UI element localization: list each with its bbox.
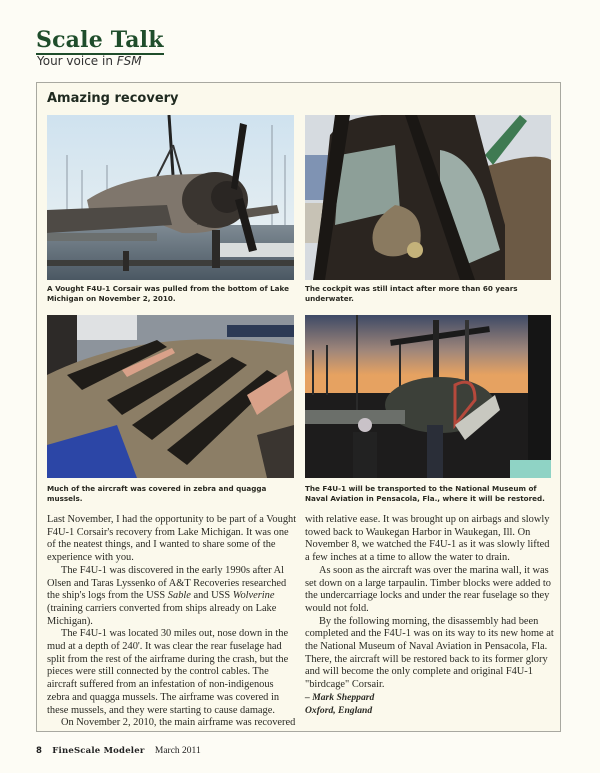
issue-date: March 2011 <box>154 746 201 756</box>
subtitle-prefix: Your voice in <box>37 54 117 68</box>
corsair-lift-image <box>47 115 294 280</box>
page-footer <box>36 746 201 756</box>
photo-dusk-crew <box>305 315 551 478</box>
body-paragraph: As soon as the aircraft was over the marina wall, it was set down on a large tarpaulin. Timber blocks were added to the undercarriage locks and under the rear fuselage so they would not fold. <box>305 564 551 614</box>
magazine-name: FineScale Modeler <box>52 746 145 756</box>
photo-caption: The F4U-1 will be transported to the National Museum of Naval Aviation in Pensacola, Fla., where it will be restored. <box>305 484 545 503</box>
body-paragraph-continued: with relative ease. It was brought up on airbags and slowly towed back to Waukegan Harbor in Waukegan, Ill. On November 8, we watched the F4U-1 as it was slowly lifted a few inches at a time to allow the water to drain. <box>305 514 550 564</box>
cockpit-image <box>305 115 551 280</box>
photo-caption: A Vought F4U-1 Corsair was pulled from the bottom of Lake Michigan on November 2, 2010. <box>47 284 289 303</box>
body-text: and USS <box>190 590 233 602</box>
photo-cockpit <box>305 115 551 280</box>
body-paragraph: By the following morning, the disassembly had been completed and the F4U-1 was on its way to its new home at the National Museum of Naval Aviation in Pensacola, Fla. There, the aircraft will be restored back to its former glory and will become the only complete and original F4U-1 "birdcage" Corsair. <box>305 615 554 691</box>
dusk-crew-image <box>305 315 551 478</box>
subtitle-emphasis: FSM <box>116 54 142 68</box>
photo-caption: The cockpit was still intact after more than 60 years underwater. <box>305 284 518 303</box>
body-paragraph: Last November, I had the opportunity to be part of a Vought F4U-1 Corsair's recovery from Lake Michigan. It was one of the neatest things, and I wanted to share some of the experience with you. <box>47 514 297 564</box>
ship-name: Wolverine <box>232 590 275 602</box>
article-heading: Amazing recovery <box>47 91 179 106</box>
byline-author: – Mark Sheppard <box>305 691 375 703</box>
ship-name: Sable <box>167 590 191 602</box>
body-column-right <box>305 514 555 717</box>
body-text: The F4U-1 was discovered in the early 1990s after Al Olsen and Taras Lyssenko of A&T Recoveries researched the ship's logs from the USS <box>47 564 287 602</box>
section-subtitle <box>37 54 142 68</box>
photo-caption: Much of the aircraft was covered in zebra and quagga mussels. <box>47 484 267 503</box>
body-column-left <box>47 514 297 730</box>
byline-location: Oxford, England <box>305 704 373 716</box>
body-paragraph: On November 2, 2010, the main airframe was recovered <box>61 717 296 729</box>
photo-wing-mussels <box>47 315 294 478</box>
section-title: Scale Talk <box>36 27 164 53</box>
body-paragraph: The F4U-1 was located 30 miles out, nose down in the mud at a depth of 240'. It was clear the rear fuselage had split from the rest of the airframe during the crash, but the pieces were still connected by the control cables. The aircraft suffered from an infestation of non-indigenous zebra and quagga mussels. The airframe was covered in these mussels, and they were starting to cause damage. <box>47 628 289 716</box>
body-text: (training carriers converted from ships already on Lake Michigan). <box>47 602 277 627</box>
photo-corsair-lift <box>47 115 294 280</box>
body-paragraph <box>47 565 297 629</box>
page-number: 8 <box>36 746 42 756</box>
wing-mussels-image <box>47 315 294 478</box>
